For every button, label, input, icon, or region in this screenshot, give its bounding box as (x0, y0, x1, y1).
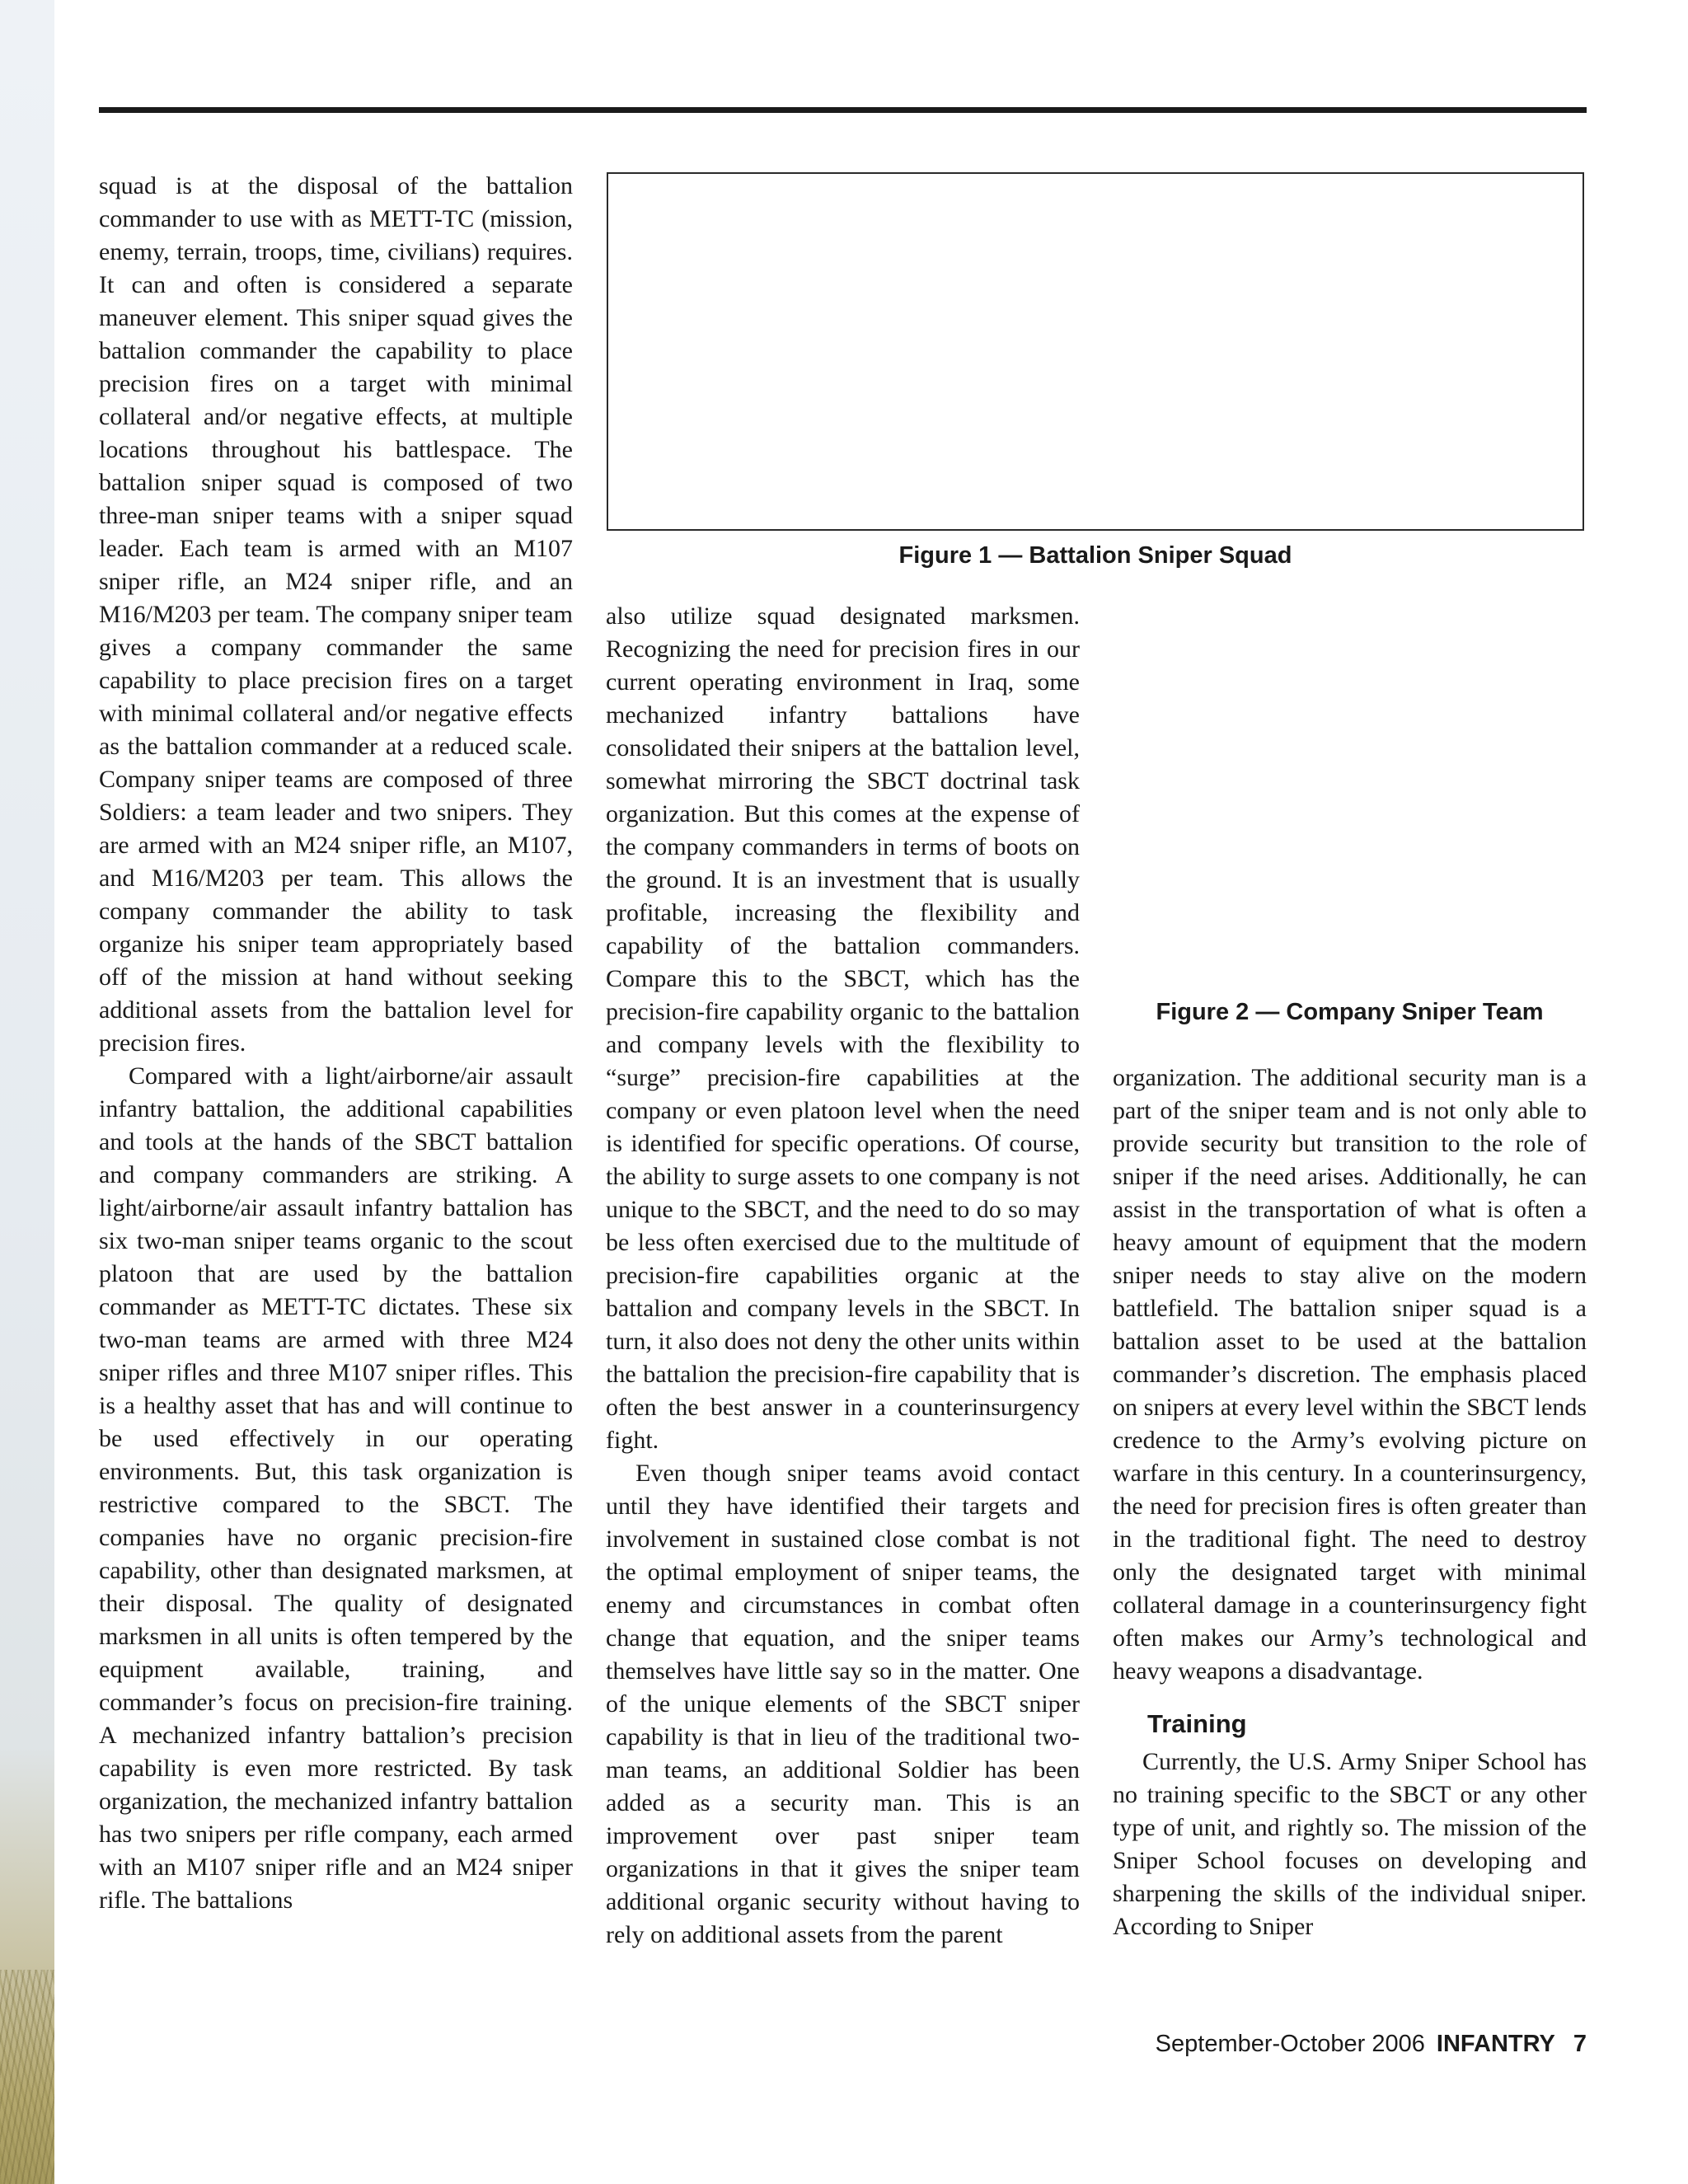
page-edge-photo (0, 0, 54, 2184)
figure-2-caption: Figure 2 — Company Sniper Team (1156, 999, 1544, 1025)
column-2 (606, 600, 1080, 1952)
figure-1-caption: Figure 1 — Battalion Sniper Squad (898, 542, 1292, 569)
col2-paragraph-1: also utilize squad designated marksmen. Recognizing the need for precision fires in our current operating environment in Iraq, some mechanized infantry battalions have consolidated their snipers at the battalion level, somewhat mirroring the SBCT doctrinal task organization. But this comes at the expense of the company commanders in terms of boots on the ground. It is an investment that is usually profitable, increasing the flexibility and capability of the battalion commanders. Compare this to the SBCT, which has the precision-fire capability organic to the battalion and company levels with the flexibility to “surge” precision-fire capabilities at the company or even platoon level when the need is identified for specific operations. Of course, the ability to surge assets to one company is not unique to the SBCT, and the need to do so may be less often exercised due to the multitude of precision-fire capabilities organic at the battalion and company levels in the SBCT. In turn, it also does not deny the other units within the battalion the precision-fire capability that is often the best answer in a counterinsurgency fight. (606, 602, 1080, 1454)
col3-paragraph-1: organization. The additional security man is a part of the sniper team and is not only able to provide security but transition to the role of sniper if the need arises. Additionally, he can assist in the transportation of what is often a heavy amount of equipment that the modern sniper needs to stay alive on the modern battlefield. The battalion sniper squad is a battalion asset to be used at the battalion commander’s discretion. The emphasis placed on snipers at every level within the SBCT lends credence to the Army’s evolving picture on warfare in this century. In a counterinsurgency, the need for precision fires is often greater than in the traditional fight. The need to destroy only the designated target with minimal collateral damage in a counterinsurgency fight often makes our Army’s technological and heavy weapons a disadvantage. (1113, 1064, 1587, 1685)
section-heading-training: Training (1147, 1709, 1247, 1738)
footer-page-number: 7 (1573, 2031, 1587, 2057)
page-edge-grass (0, 1970, 54, 2184)
col1-paragraph-2: Compared with a light/airborne/air assault infantry battalion, the additional capabilities and tools at the hands of the SBCT battalion and company commanders are striking. A light/airborne/air assault infantry battalion has six two-man sniper teams organic to the scout platoon that are used by the battalion commander as METT-TC dictates. These six two-man teams are armed with three M24 sniper rifles and three M107 sniper rifles. This is a healthy asset that has and will continue to be used effectively in our operating environments. But, this task organization is restrictive compared to the SBCT. The companies have no organic precision-fire capability, other than designated marksmen, at their disposal. The quality of designated marksmen in all units is often tempered by the equipment available, training, and commander’s focus on precision-fire training. A mechanized infantry battalion’s precision capability is even more restricted. By task organization, the mechanized infantry battalion has two snipers per rifle company, each armed with an M107 sniper rifle and an M24 sniper rifle. The battalions (99, 1062, 573, 1914)
column-1 (99, 170, 573, 1917)
footer-magazine: INFANTRY (1436, 2031, 1555, 2057)
footer-issue: September-October 2006 (1155, 2031, 1425, 2057)
page-footer (1156, 2031, 1587, 2058)
col2-paragraph-2: Even though sniper teams avoid contact until they have identified their targets and involvement in sustained close combat is not the optimal employment of sniper teams, the enemy and circumstances in combat often change that equation, and the sniper teams themselves have little say so in the matter. One of the unique elements of the SBCT sniper capability is that in lieu of the traditional two-man teams, an additional Soldier has been added as a security man. This is an improvement over past sniper team organizations in that it gives the sniper team additional organic security without having to rely on additional assets from the parent (606, 1460, 1080, 1948)
column-3 (1113, 1062, 1587, 1943)
col3-paragraph-2: Currently, the U.S. Army Sniper School has no training specific to the SBCT or any other type of unit, and rightly so. The mission of the Sniper School focuses on developing and sharpening the skills of the individual sniper. According to Sniper (1113, 1748, 1587, 1940)
col1-paragraph-1: squad is at the disposal of the battalion commander to use with as METT-TC (mission, enemy, terrain, troops, time, civilians) requires. It can and often is considered a separate maneuver element. This sniper squad gives the battalion commander the capability to place precision fires on a target with minimal collateral and/or negative effects, at multiple locations throughout his battlespace. The battalion sniper squad is composed of two three-man sniper teams with a sniper squad leader. Each team is armed with an M107 sniper rifle, an M24 sniper rifle, and an M16/M203 per team. The company sniper team gives a company commander the same capability to place precision fires on a target with minimal collateral and/or negative effects as the battalion commander at a reduced scale. Company sniper teams are composed of three Soldiers: a team leader and two snipers. They are armed with an M24 sniper rifle, an M107, and M16/M203 per team. This allows the company commander the ability to task organize his sniper team appropriately based off of the mission at hand without seeking additional assets from the battalion level for precision fires. (99, 172, 573, 1057)
figure-1-frame (607, 172, 1584, 531)
header-rule (99, 107, 1587, 113)
figure-2-area (1113, 600, 1587, 987)
